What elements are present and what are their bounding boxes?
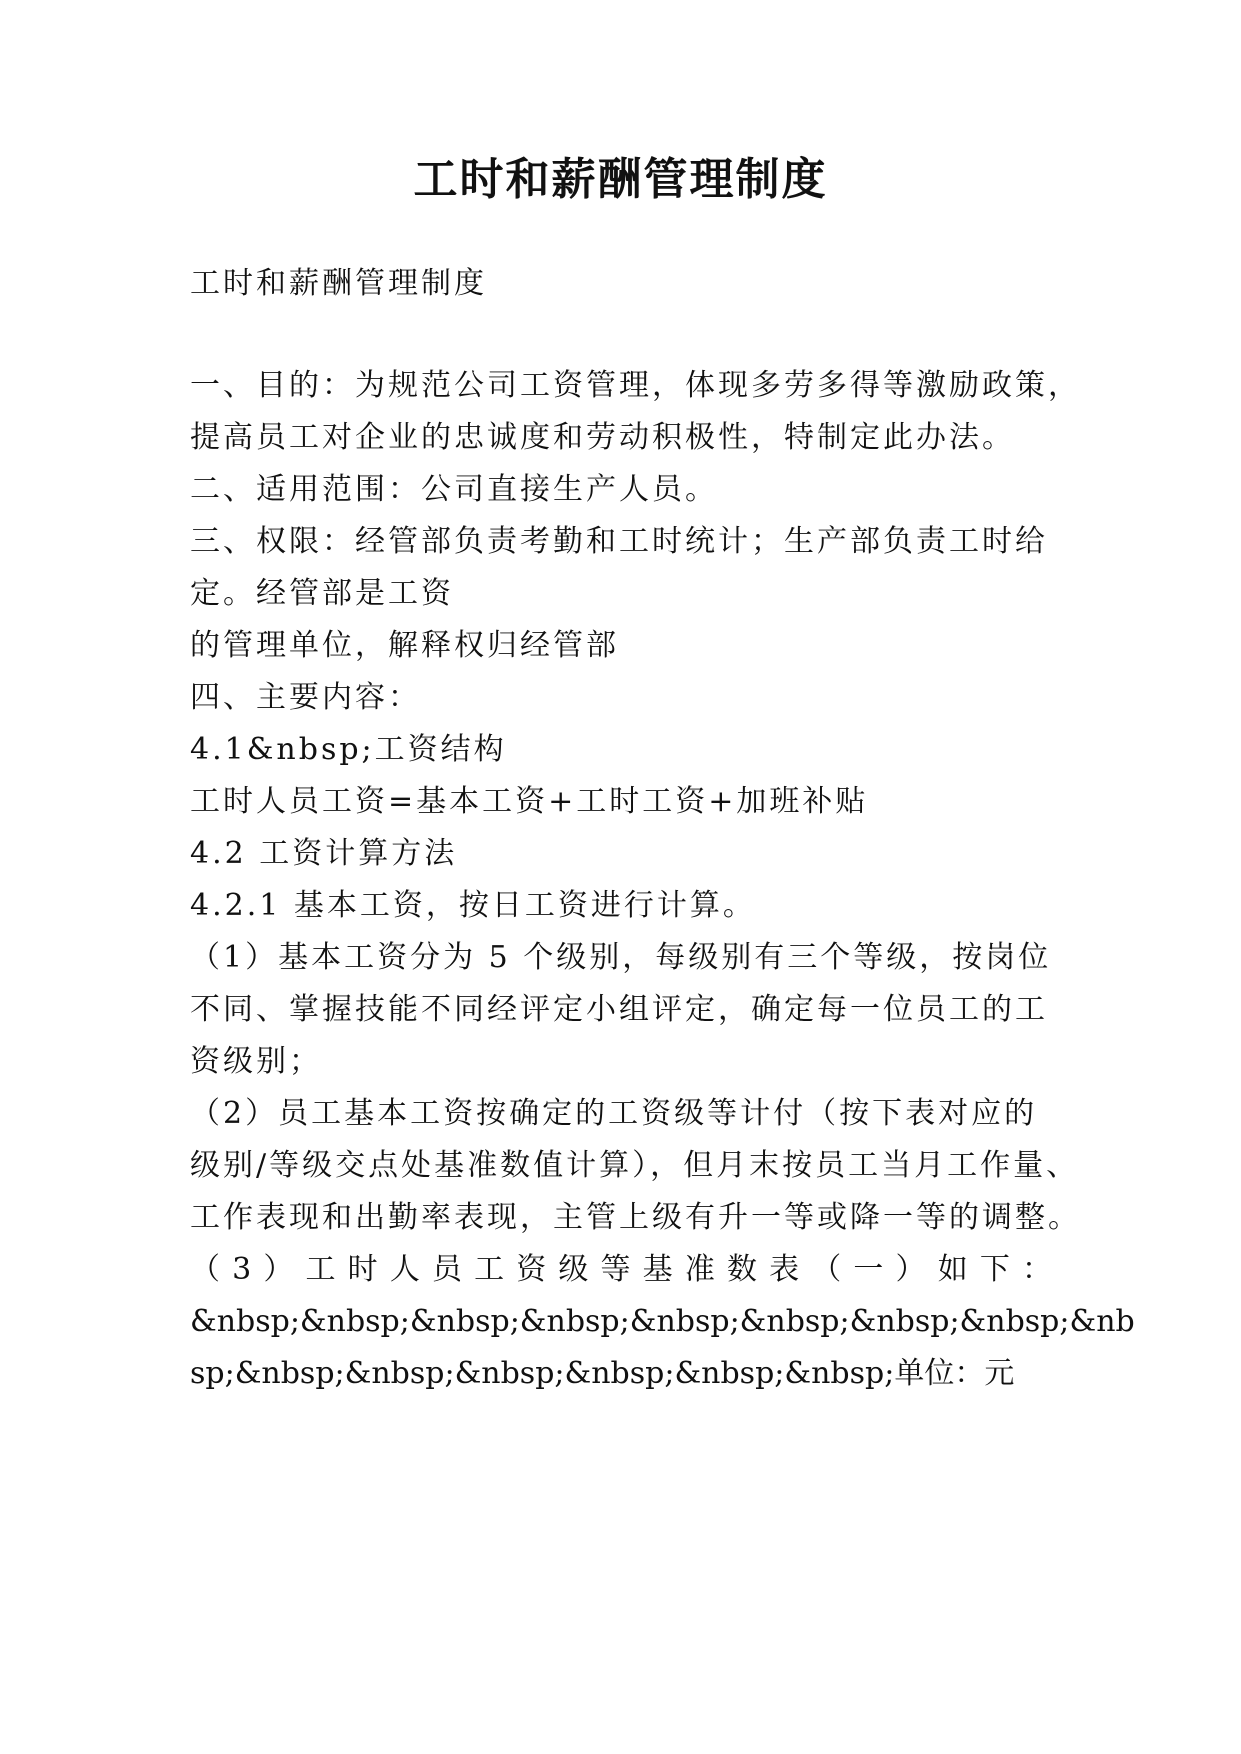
paragraph-line: 4.2 工资计算方法 — [190, 836, 458, 871]
subtitle-line: 工时和薪酬管理制度 — [190, 266, 487, 301]
paragraph-line: 三、权限：经管部负责考勤和工时统计；生产部负责工时给 — [190, 524, 1048, 559]
paragraph-line: 4.2.1 基本工资，按日工资进行计算。 — [190, 888, 756, 923]
paragraph-line: 工时人员工资=基本工资+工时工资+加班补贴 — [190, 784, 869, 819]
table-caption-line: （3）工时人员工资级等基准数表（一）如下： — [190, 1252, 1052, 1287]
paragraph-line: 资级别； — [190, 1044, 322, 1079]
paragraph-line: &nbsp;&nbsp;&nbsp;&nbsp;&nbsp;&nbsp;&nbsp;&nbsp;&nb — [190, 1304, 1135, 1339]
paragraph-line: 一、目的：为规范公司工资管理，体现多劳多得等激励政策， — [190, 368, 1081, 403]
paragraph-line: 四、主要内容： — [190, 680, 421, 715]
paragraph-line: 二、适用范围：公司直接生产人员。 — [190, 472, 718, 507]
paragraph-line: 工作表现和出勤率表现，主管上级有升一等或降一等的调整。 — [190, 1200, 1081, 1235]
paragraph-line: （2）员工基本工资按确定的工资级等计付（按下表对应的 — [190, 1096, 1038, 1131]
paragraph-line: 定。经管部是工资 — [190, 576, 454, 611]
paragraph-line: 提高员工对企业的忠诚度和劳动积极性，特制定此办法。 — [190, 420, 1015, 455]
document-title: 工时和薪酬管理制度 — [413, 154, 828, 205]
paragraph-line: （1）基本工资分为 5 个级别，每级别有三个等级，按岗位 — [190, 940, 1052, 975]
paragraph-line: 级别/等级交点处基准数值计算），但月末按员工当月工作量、 — [190, 1148, 1080, 1183]
paragraph-line: 4.1&nbsp;工资结构 — [190, 732, 507, 767]
paragraph-line: 的管理单位，解释权归经管部 — [190, 628, 619, 663]
unit-line: sp;&nbsp;&nbsp;&nbsp;&nbsp;&nbsp;&nbsp;单位：元 — [190, 1356, 1015, 1391]
paragraph-line: 不同、掌握技能不同经评定小组评定，确定每一位员工的工 — [190, 992, 1048, 1027]
